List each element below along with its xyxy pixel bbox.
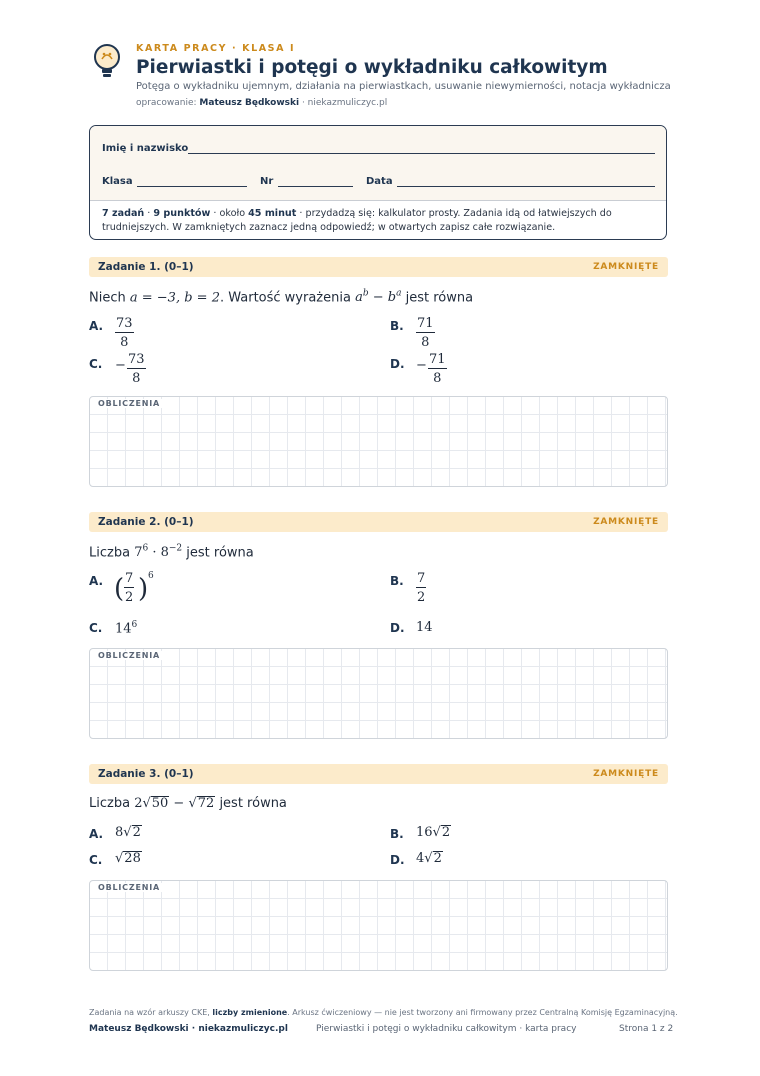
- task-2-option-a-rparen: ): [138, 574, 149, 604]
- task-1-question: Niech a = −3, b = 2. Wartość wyrażenia $a^b - b^a$ jest równa: [89, 289, 474, 306]
- task-2-question: Liczba $7^6 \cdot 8^{-2}$ jest równa: [89, 544, 254, 561]
- task-1-option-d-sign: −: [416, 358, 427, 373]
- class-label: Klasa: [102, 176, 133, 187]
- task-3-option-c-label[interactable]: C.: [89, 853, 103, 867]
- task-1-option-a[interactable]: 73 8: [116, 316, 133, 350]
- task-2-option-b[interactable]: 7 2: [417, 571, 426, 605]
- task-3-header: [89, 764, 668, 784]
- task-1-option-d[interactable]: 71 8: [429, 352, 446, 386]
- task-3-question: Liczba 2√50 − √72 jest równa: [89, 796, 287, 811]
- author-site: · niekazmuliczyc.pl: [301, 98, 388, 108]
- author-name: Mateusz Będkowski: [199, 98, 300, 108]
- class-field-line[interactable]: [137, 186, 247, 187]
- author-prefix: opracowanie:: [136, 98, 197, 108]
- author-line: [136, 98, 387, 108]
- name-field-line[interactable]: [188, 153, 655, 154]
- student-fields: [90, 126, 666, 201]
- task-2-option-c-label[interactable]: C.: [89, 621, 103, 635]
- date-label: Data: [366, 176, 393, 187]
- task-2-header: [89, 512, 668, 532]
- task-2-option-a[interactable]: 7 2: [125, 571, 134, 605]
- task-1-type-badge: ZAMKNIĘTE: [593, 262, 659, 272]
- task-1-option-a-label[interactable]: A.: [89, 319, 104, 333]
- task-2-calc-label: OBLICZENIA: [98, 651, 160, 660]
- task-3-option-d[interactable]: 4√2: [416, 851, 442, 866]
- task-3-option-d-label[interactable]: D.: [390, 853, 405, 867]
- task-3-option-a-label[interactable]: A.: [89, 827, 104, 841]
- task-2-option-a-lparen: (: [114, 574, 125, 604]
- task-1-title: Zadanie 1. (0–1): [98, 261, 194, 273]
- footer-note: Zadania na wzór arkuszy CKE, liczby zmienione. Arkusz ćwiczeniowy — nie jest tworzony ani firmowany przez Centralną Komisję Egzaminacyjną.: [89, 1008, 678, 1017]
- task-3-option-c[interactable]: √28: [115, 851, 141, 866]
- task-3-title: Zadanie 3. (0–1): [98, 768, 194, 780]
- task-3-option-b[interactable]: 16√2: [416, 825, 451, 840]
- worksheet-kicker: KARTA PRACY · KLASA I: [136, 43, 296, 54]
- student-info-box: [89, 125, 667, 240]
- task-3-option-b-label[interactable]: B.: [390, 827, 404, 841]
- task-1-calc-label: OBLICZENIA: [98, 399, 160, 408]
- task-3-type-badge: ZAMKNIĘTE: [593, 769, 659, 779]
- task-1-calc-area[interactable]: [89, 396, 668, 487]
- task-2-option-a-exp: 6: [148, 571, 154, 581]
- instructions-text: 7 zadań · 9 punktów · około 45 minut · przydadzą się: kalkulator prosty. Zadania idą od łatwiejszych do trudniejszych. W zamkniętych zaznacz jedną odpowiedź; w otwartych zapisz całe rozwiązanie.: [102, 208, 612, 233]
- lightbulb-logo-icon: [91, 43, 123, 81]
- task-2-option-d[interactable]: 14: [416, 620, 433, 635]
- nr-label: Nr: [260, 176, 274, 187]
- task-1-option-c[interactable]: 73 8: [128, 352, 145, 386]
- date-field-line[interactable]: [397, 186, 655, 187]
- task-2-type-badge: ZAMKNIĘTE: [593, 517, 659, 527]
- task-3-calc-area[interactable]: [89, 880, 668, 971]
- task-3-calc-label: OBLICZENIA: [98, 883, 160, 892]
- task-1-option-d-label[interactable]: D.: [390, 357, 405, 371]
- task-2-title: Zadanie 2. (0–1): [98, 516, 194, 528]
- task-2-option-a-label[interactable]: A.: [89, 574, 104, 588]
- task-1-header: [89, 257, 668, 277]
- task-2-option-d-label[interactable]: D.: [390, 621, 405, 635]
- task-1-option-b[interactable]: 71 8: [417, 316, 434, 350]
- task-2-option-b-label[interactable]: B.: [390, 574, 404, 588]
- footer-doc-title: Pierwiastki i potęgi o wykładniku całkowitym · karta pracy: [316, 1024, 577, 1034]
- task-2-calc-area[interactable]: [89, 648, 668, 739]
- task-3-option-a[interactable]: 8√2: [115, 825, 141, 840]
- task-1-option-b-label[interactable]: B.: [390, 319, 404, 333]
- page-subtitle: Potęga o wykładniku ujemnym, działania na pierwiastkach, usuwanie niewymierności, notacja wykładnicza: [136, 81, 671, 92]
- nr-field-line[interactable]: [278, 186, 353, 187]
- footer-author: Mateusz Będkowski · niekazmuliczyc.pl: [89, 1024, 288, 1034]
- task-2-option-c[interactable]: $14^6$: [115, 620, 138, 637]
- task-1-option-c-sign: −: [115, 358, 126, 373]
- name-label: Imię i nazwisko: [102, 143, 189, 154]
- task-1-option-c-label[interactable]: C.: [89, 357, 103, 371]
- footer-page-number: Strona 1 z 2: [619, 1024, 674, 1034]
- page-title: Pierwiastki i potęgi o wykładniku całkowitym: [136, 57, 608, 78]
